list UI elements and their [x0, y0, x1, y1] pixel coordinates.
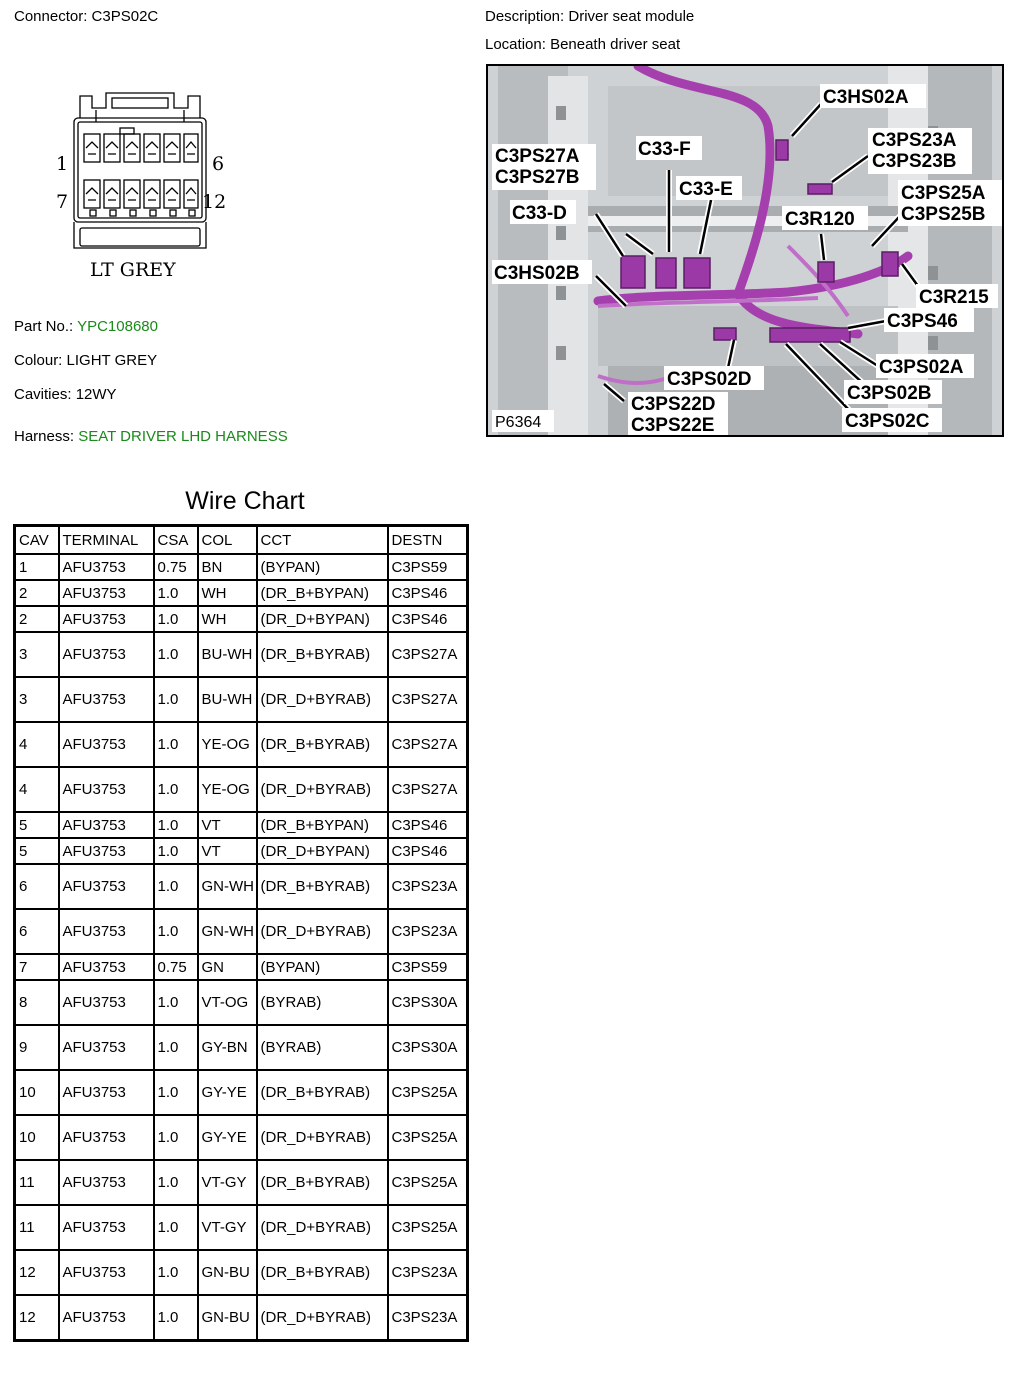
cell-col: GN: [198, 954, 257, 980]
cell-csa: 1.0: [154, 909, 198, 954]
cavities-value: 12WY: [75, 386, 117, 403]
callout-c3hs02a: C3HS02A: [823, 87, 909, 108]
cell-terminal: AFU3753: [59, 606, 154, 632]
callout-c3ps23a: C3PS23A: [872, 130, 957, 151]
cell-destn: C3PS59: [388, 954, 468, 980]
callout-c33-d: C33-D: [512, 203, 567, 224]
cell-cct: (DR_B+BYPAN): [257, 580, 388, 606]
table-row: [15, 954, 468, 980]
callout-c3ps25b: C3PS25B: [901, 204, 986, 225]
cell-csa: 1.0: [154, 838, 198, 864]
cell-csa: 1.0: [154, 1070, 198, 1115]
harness-label: Harness:: [14, 428, 75, 445]
cell-col: BN: [198, 554, 257, 580]
cell-terminal: AFU3753: [59, 980, 154, 1025]
cell-terminal: AFU3753: [59, 1295, 154, 1341]
cell-csa: 1.0: [154, 1205, 198, 1250]
cell-csa: 1.0: [154, 580, 198, 606]
table-row: [15, 1295, 468, 1341]
colour-line: [14, 352, 157, 370]
cell-destn: C3PS23A: [388, 1295, 468, 1341]
cell-cct: (DR_D+BYPAN): [257, 838, 388, 864]
cell-destn: C3PS30A: [388, 1025, 468, 1070]
cell-cav: 12: [15, 1295, 59, 1341]
table-row: [15, 838, 468, 864]
cell-terminal: AFU3753: [59, 1205, 154, 1250]
cell-cav: 2: [15, 580, 59, 606]
cell-cct: (DR_D+BYPAN): [257, 606, 388, 632]
connector-line: [14, 8, 158, 26]
cell-cav: 10: [15, 1115, 59, 1160]
cell-cct: (DR_B+BYRAB): [257, 1070, 388, 1115]
description-value: Driver seat module: [568, 8, 695, 25]
cell-cct: (DR_B+BYRAB): [257, 1250, 388, 1295]
cell-destn: C3PS25A: [388, 1070, 468, 1115]
header-terminal: TERMINAL: [59, 526, 154, 555]
pin-label-6: 6: [212, 153, 225, 175]
cell-terminal: AFU3753: [59, 864, 154, 909]
cell-col: GN-WH: [198, 909, 257, 954]
callout-c3ps02d: C3PS02D: [667, 369, 752, 390]
cell-col: GN-BU: [198, 1250, 257, 1295]
header-csa: CSA: [154, 526, 198, 555]
cell-col: VT-GY: [198, 1205, 257, 1250]
cell-col: VT-GY: [198, 1160, 257, 1205]
cell-destn: C3PS27A: [388, 632, 468, 677]
table-row: [15, 580, 468, 606]
table-row: [15, 1250, 468, 1295]
cell-cav: 7: [15, 954, 59, 980]
cell-csa: 1.0: [154, 1295, 198, 1341]
cell-destn: C3PS23A: [388, 864, 468, 909]
callout-c33-f: C33-F: [638, 139, 691, 160]
cell-col: VT: [198, 812, 257, 838]
cavities-label: Cavities:: [14, 386, 72, 403]
cell-cav: 5: [15, 838, 59, 864]
cell-col: GN-WH: [198, 864, 257, 909]
cell-destn: C3PS23A: [388, 909, 468, 954]
description-label: Description:: [485, 8, 565, 25]
cell-destn: C3PS25A: [388, 1205, 468, 1250]
cell-col: WH: [198, 580, 257, 606]
cell-cct: (BYPAN): [257, 954, 388, 980]
cell-terminal: AFU3753: [59, 838, 154, 864]
callout-c3ps46: C3PS46: [887, 311, 958, 332]
cell-csa: 1.0: [154, 864, 198, 909]
location-photo: [486, 64, 1004, 437]
cell-col: VT: [198, 838, 257, 864]
callout-c3ps02b: C3PS02B: [847, 383, 932, 404]
table-row: [15, 1160, 468, 1205]
callout-c3ps27b: C3PS27B: [495, 167, 580, 188]
table-row: [15, 767, 468, 812]
cell-csa: 1.0: [154, 1250, 198, 1295]
cell-destn: C3PS46: [388, 606, 468, 632]
table-row: [15, 812, 468, 838]
pin-label-1: 1: [56, 153, 69, 175]
connector-label: Connector:: [14, 8, 88, 25]
connector-value: C3PS02C: [91, 8, 159, 25]
cell-csa: 1.0: [154, 812, 198, 838]
cell-col: YE-OG: [198, 767, 257, 812]
harness-line: [14, 428, 288, 446]
cell-csa: 1.0: [154, 767, 198, 812]
cell-cav: 5: [15, 812, 59, 838]
cell-col: WH: [198, 606, 257, 632]
cell-csa: 1.0: [154, 632, 198, 677]
callout-c3hs02b: C3HS02B: [494, 263, 580, 284]
cell-col: BU-WH: [198, 677, 257, 722]
cell-cct: (DR_D+BYRAB): [257, 677, 388, 722]
cell-col: VT-OG: [198, 980, 257, 1025]
cell-cct: (BYRAB): [257, 1025, 388, 1070]
pin-label-12: 12: [202, 191, 227, 213]
cell-cct: (DR_B+BYRAB): [257, 1160, 388, 1205]
photo-id-label: P6364: [495, 414, 542, 431]
cell-destn: C3PS27A: [388, 677, 468, 722]
cell-destn: C3PS25A: [388, 1160, 468, 1205]
cell-cct: (DR_B+BYPAN): [257, 812, 388, 838]
cell-csa: 1.0: [154, 606, 198, 632]
callout-c3ps25a: C3PS25A: [901, 183, 986, 204]
wire-chart-body: [15, 554, 468, 1341]
table-row: [15, 1070, 468, 1115]
wire-chart-title: Wire Chart: [185, 487, 305, 515]
table-row: [15, 606, 468, 632]
cell-cct: (DR_D+BYRAB): [257, 767, 388, 812]
cell-destn: C3PS27A: [388, 722, 468, 767]
callout-c3r120: C3R120: [785, 209, 855, 230]
cell-cct: (BYRAB): [257, 980, 388, 1025]
cell-csa: 1.0: [154, 980, 198, 1025]
location-line: [485, 36, 680, 54]
cell-csa: 1.0: [154, 722, 198, 767]
table-row: [15, 909, 468, 954]
cell-cct: (DR_D+BYRAB): [257, 1205, 388, 1250]
table-row: [15, 1115, 468, 1160]
cell-col: GY-BN: [198, 1025, 257, 1070]
cell-cav: 11: [15, 1160, 59, 1205]
table-row: [15, 1205, 468, 1250]
cell-cct: (DR_B+BYRAB): [257, 722, 388, 767]
cell-cct: (DR_B+BYRAB): [257, 864, 388, 909]
cell-terminal: AFU3753: [59, 554, 154, 580]
cell-cav: 4: [15, 767, 59, 812]
wire-chart-table: [13, 524, 469, 1342]
cell-terminal: AFU3753: [59, 632, 154, 677]
colour-value: LIGHT GREY: [66, 352, 158, 369]
cell-terminal: AFU3753: [59, 1025, 154, 1070]
cell-destn: C3PS46: [388, 580, 468, 606]
cell-cav: 12: [15, 1250, 59, 1295]
cell-cav: 1: [15, 554, 59, 580]
cell-terminal: AFU3753: [59, 580, 154, 606]
location-value: Beneath driver seat: [550, 36, 681, 53]
cell-terminal: AFU3753: [59, 812, 154, 838]
cell-cav: 6: [15, 864, 59, 909]
table-row: [15, 554, 468, 580]
pin-label-7: 7: [56, 191, 69, 213]
cell-destn: C3PS46: [388, 838, 468, 864]
cell-destn: C3PS30A: [388, 980, 468, 1025]
cell-destn: C3PS27A: [388, 767, 468, 812]
cell-terminal: AFU3753: [59, 1250, 154, 1295]
cell-terminal: AFU3753: [59, 1115, 154, 1160]
cell-destn: C3PS25A: [388, 1115, 468, 1160]
callout-c3ps02c: C3PS02C: [845, 411, 930, 432]
cell-cav: 4: [15, 722, 59, 767]
cell-csa: 1.0: [154, 1025, 198, 1070]
cell-cav: 10: [15, 1070, 59, 1115]
table-row: [15, 722, 468, 767]
cell-terminal: AFU3753: [59, 1070, 154, 1115]
header-cct: CCT: [257, 526, 388, 555]
connector-face-drawing: [50, 88, 240, 288]
header-col: COL: [198, 526, 257, 555]
part-no-label: Part No.:: [14, 318, 74, 335]
cell-cct: (DR_D+BYRAB): [257, 1115, 388, 1160]
cavities-line: [14, 386, 117, 404]
callout-c3ps02a: C3PS02A: [879, 357, 964, 378]
part-no-line: [14, 318, 158, 336]
cell-csa: 1.0: [154, 1115, 198, 1160]
cell-col: GY-YE: [198, 1115, 257, 1160]
cell-cct: (DR_D+BYRAB): [257, 909, 388, 954]
callout-c3r215: C3R215: [919, 287, 989, 308]
harness-link[interactable]: SEAT DRIVER LHD HARNESS: [78, 428, 288, 445]
cell-csa: 0.75: [154, 954, 198, 980]
cell-terminal: AFU3753: [59, 954, 154, 980]
cell-cct: (BYPAN): [257, 554, 388, 580]
cell-cav: 3: [15, 632, 59, 677]
cell-terminal: AFU3753: [59, 909, 154, 954]
cell-col: BU-WH: [198, 632, 257, 677]
cell-cav: 9: [15, 1025, 59, 1070]
cell-csa: 0.75: [154, 554, 198, 580]
table-row: [15, 1025, 468, 1070]
cell-destn: C3PS46: [388, 812, 468, 838]
callout-c3ps23b: C3PS23B: [872, 151, 957, 172]
cell-cct: (DR_B+BYRAB): [257, 632, 388, 677]
cell-cav: 6: [15, 909, 59, 954]
cell-col: GY-YE: [198, 1070, 257, 1115]
cell-cav: 3: [15, 677, 59, 722]
cell-csa: 1.0: [154, 677, 198, 722]
cell-terminal: AFU3753: [59, 722, 154, 767]
part-no-link[interactable]: YPC108680: [77, 318, 158, 335]
callout-c3ps22d: C3PS22D: [631, 394, 716, 415]
cell-cav: 11: [15, 1205, 59, 1250]
colour-label: Colour:: [14, 352, 63, 369]
cell-terminal: AFU3753: [59, 677, 154, 722]
callout-c3ps27a: C3PS27A: [495, 146, 580, 167]
cell-cav: 2: [15, 606, 59, 632]
callout-c3ps22e: C3PS22E: [631, 415, 715, 435]
table-row: [15, 677, 468, 722]
cell-destn: C3PS59: [388, 554, 468, 580]
callout-c33-e: C33-E: [679, 179, 733, 200]
table-row: [15, 864, 468, 909]
table-row: [15, 632, 468, 677]
cell-terminal: AFU3753: [59, 767, 154, 812]
cell-col: YE-OG: [198, 722, 257, 767]
header-destn: DESTN: [388, 526, 468, 555]
cell-csa: 1.0: [154, 1160, 198, 1205]
description-line: [485, 8, 694, 26]
table-header-row: [15, 526, 468, 555]
cell-terminal: AFU3753: [59, 1160, 154, 1205]
cell-cav: 8: [15, 980, 59, 1025]
cell-col: GN-BU: [198, 1295, 257, 1341]
location-label: Location:: [485, 36, 546, 53]
cell-cct: (DR_D+BYRAB): [257, 1295, 388, 1341]
table-row: [15, 980, 468, 1025]
connector-colour-caption: LT GREY: [90, 259, 176, 281]
header-cav: CAV: [15, 526, 59, 555]
cell-destn: C3PS23A: [388, 1250, 468, 1295]
